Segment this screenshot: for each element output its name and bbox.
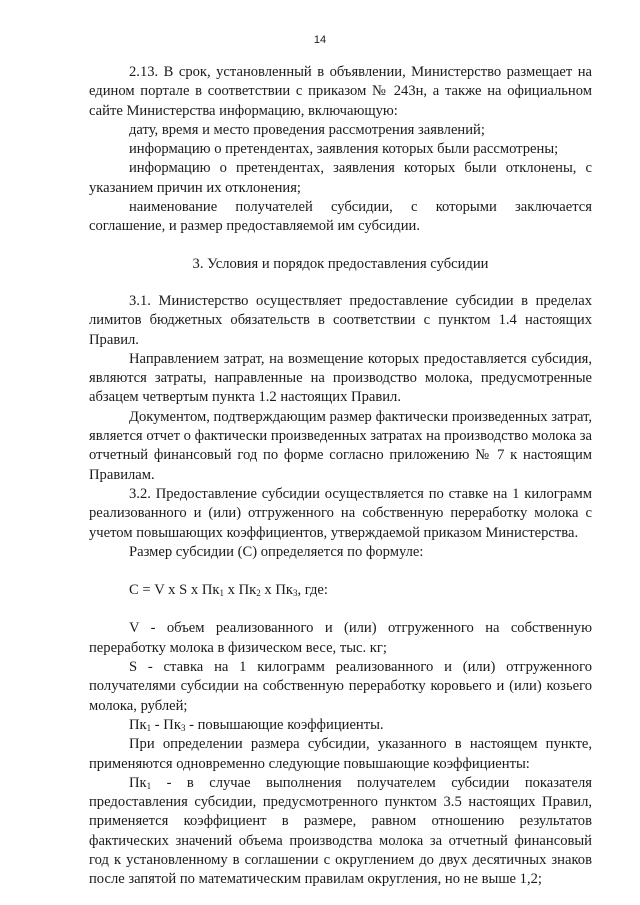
paragraph-2-13: 2.13. В срок, установленный в объявлении, Министерство размещает на едином портале в соответствии с приказом № 243н, а также на официальном сайте Министерства информацию, включающую:: [89, 64, 592, 119]
paragraph-pk1: [89, 774, 592, 890]
definition-v: V - объем реализованного и (или) отгруженного на собственную переработку молока в физическом весе, тыс. кг;: [89, 620, 592, 656]
definition-s: S - ставка на 1 килограмм реализованного и (или) отгруженного получателями субсидии на собственную переработку коровьего и (или) козьего молока, рублей;: [89, 659, 592, 714]
pk-symbol: Пк: [129, 774, 147, 791]
list-item: дату, время и место проведения рассмотрения заявлений;: [129, 121, 485, 138]
formula-subscript: 1: [219, 588, 224, 599]
list-item: информацию о претендентах, заявления которых были отклонены, с указанием причин их отклонения;: [89, 160, 592, 196]
formula-part: , где:: [297, 582, 328, 599]
formula-subscript: 2: [256, 588, 261, 599]
pk-subscript: 1: [146, 780, 152, 791]
formula-part: x Пк: [223, 582, 257, 599]
list-item: наименование получателей субсидии, с которыми заключается соглашение, и размер предоставляемой им субсидии.: [89, 199, 592, 235]
document-body: [89, 63, 592, 890]
formula-part: С = V x S x Пк: [129, 582, 220, 599]
definition-pk: [89, 716, 592, 735]
paragraph-3-2: 3.2. Предоставление субсидии осуществляется по ставке на 1 килограмм реализованного и (или) отгруженного на собственную переработку молока с учетом повышающих коэффициентов, утверждаемой приказом Министерства.: [89, 485, 592, 541]
pk-subscript: 1: [146, 722, 152, 733]
section-heading: 3. Условия и порядок предоставления субсидии: [192, 255, 489, 272]
paragraph-document: Документом, подтверждающим размер фактически произведенных затрат, является отчет о фактически произведенных затратах на производство молока за отчетный финансовый год по форме согласно приложению № 7 к настоящим Правилам.: [89, 408, 592, 483]
formula: [89, 581, 592, 600]
list-item: информацию о претендентах, заявления которых были рассмотрены;: [129, 141, 559, 158]
formula-subscript: 3: [292, 588, 298, 599]
definition-pk-text: - повышающие коэффициенты.: [185, 716, 384, 733]
paragraph-3-1: 3.1. Министерство осуществляет предоставление субсидии в пределах лимитов бюджетных обязательств в соответствии с пунктом 1.4 настоящих Правил.: [89, 292, 592, 348]
pk-subscript: 3: [180, 722, 186, 733]
paragraph-direction: Направлением затрат, на возмещение которых предоставляется субсидия, являются затраты, направленные на производство молока, предусмотренные абзацем четвертым пункта 1.2 настоящих Правил.: [89, 350, 592, 406]
paragraph-size-intro: Размер субсидии (С) определяется по формуле:: [129, 543, 424, 560]
paragraph-pk1-text: - в случае выполнения получателем субсидии показателя предоставления субсидии, предусмотренного пунктом 3.5 настоящих Правил, применяется коэффициент в размере, равном отношению результатов фактических значений объема производства молока за отчетный финансовый год к установленному в соглашении с округлением до двух десятичных знаков после запятой по математическим правилам округления, но не выше 1,2;: [89, 774, 592, 888]
formula-part: x Пк: [260, 582, 293, 599]
paragraph-apply: При определении размера субсидии, указанного в настоящем пункте, применяются одновременно следующие повышающие коэффициенты:: [89, 736, 592, 772]
pk-symbol: Пк: [129, 716, 147, 733]
pk-symbol: - Пк: [151, 716, 181, 733]
page-number: 14: [313, 34, 327, 46]
